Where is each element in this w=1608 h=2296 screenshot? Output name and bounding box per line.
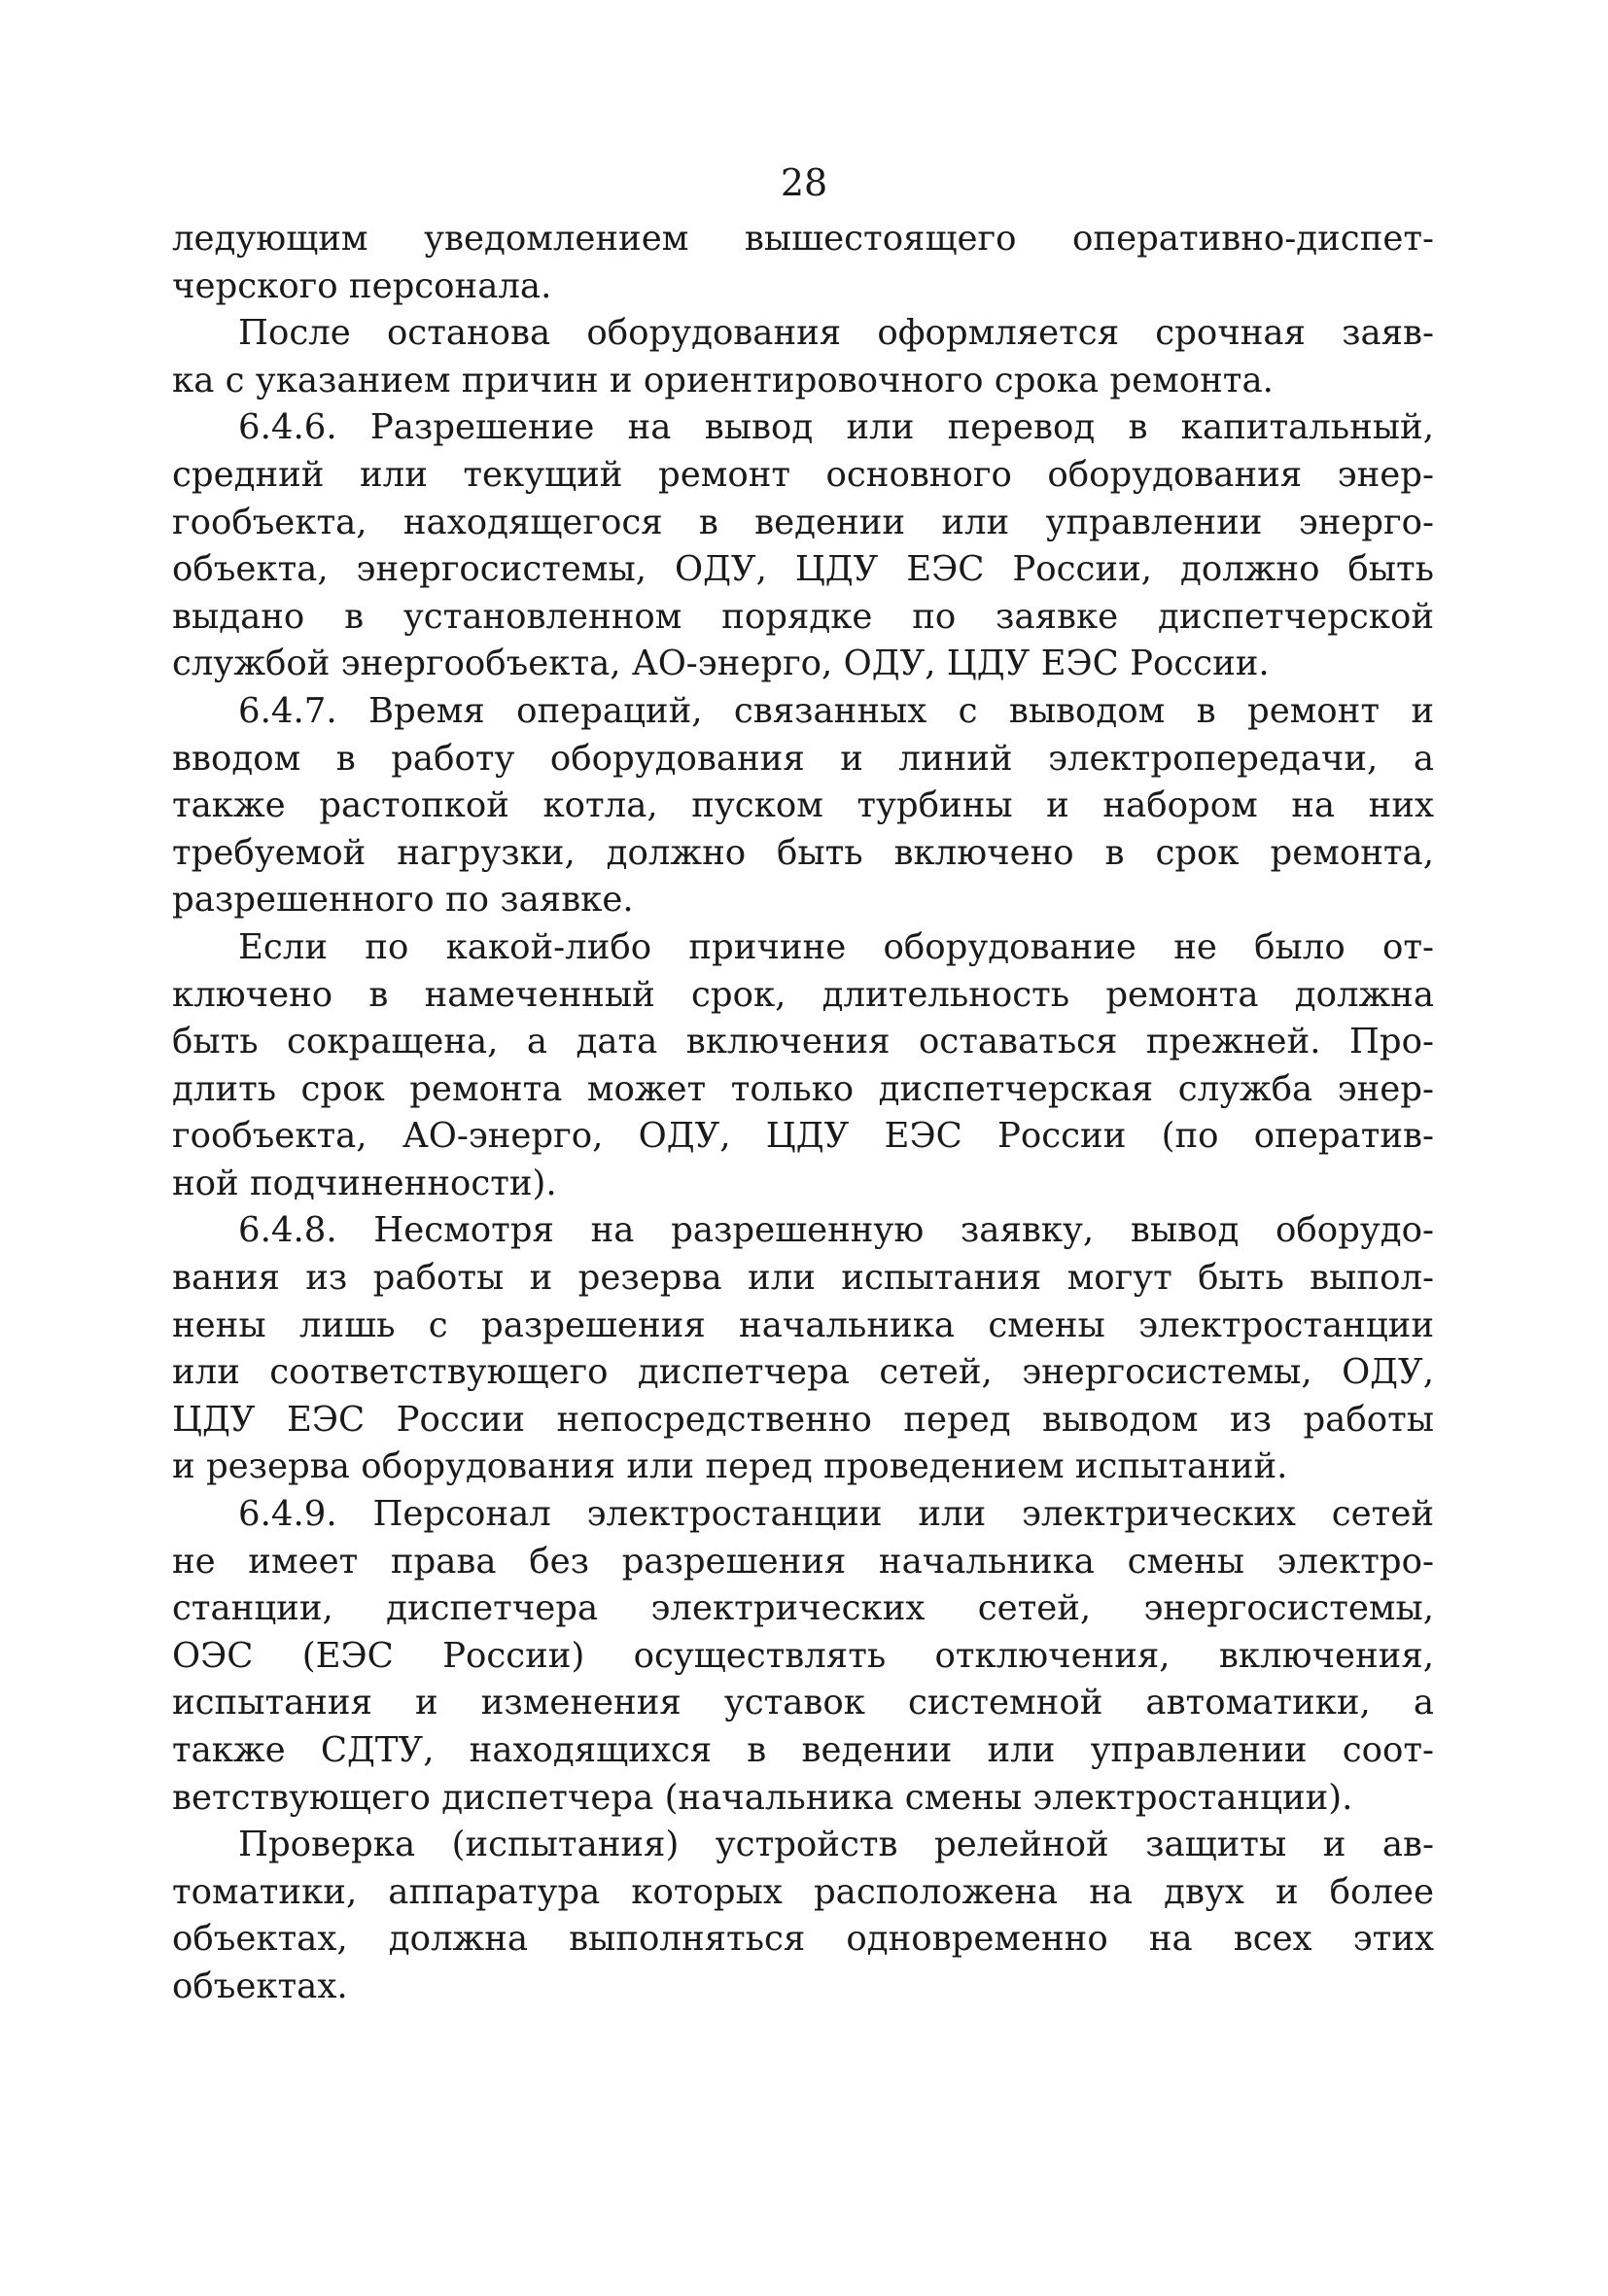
text-line: требуемой нагрузки, должно быть включено в срок ремонта,: [172, 832, 1434, 873]
text-line: длить срок ремонта может только диспетчерская служба энер-: [172, 1068, 1434, 1109]
text-line: службой энергообъекта, АО-энерго, ОДУ, ЦДУ ЕЭС России.: [172, 644, 1270, 684]
text-line: объектах, должна выполняться одновременно на всех этих: [172, 1919, 1434, 1960]
text-line: После останова оборудования оформляется срочная заяв-: [238, 313, 1434, 354]
text-line: или соответствующего диспетчера сетей, энергосистемы, ОДУ,: [172, 1352, 1434, 1393]
text-line: станции, диспетчера электрических сетей, энергосистемы,: [172, 1588, 1434, 1629]
text-line: черского персонала.: [172, 265, 552, 306]
text-line: томатики, аппаратура которых расположена на двух и более: [172, 1871, 1434, 1912]
text-line: выдано в установленном порядке по заявке диспетчерской: [172, 596, 1434, 637]
text-line: ной подчиненности).: [172, 1163, 557, 1203]
text-line: вводом в работу оборудования и линий электропередачи, а: [172, 738, 1434, 779]
text-line: 6.4.9. Персонал электростанции или электрических сетей: [238, 1494, 1434, 1535]
text-line: гообъекта, АО-энерго, ОДУ, ЦДУ ЕЭС России (по оператив-: [172, 1116, 1434, 1157]
text-line: 6.4.6. Разрешение на вывод или перевод в капитальный,: [238, 407, 1434, 448]
text-line: объектах.: [172, 1966, 348, 2006]
text-line: ОЭС (ЕЭС России) осуществлять отключения, включения,: [172, 1635, 1434, 1676]
text-line: не имеет права без разрешения начальника смены электро-: [172, 1541, 1434, 1582]
text-line: ка с указанием причин и ориентировочного срока ремонта.: [172, 360, 1274, 400]
text-line: Проверка (испытания) устройств релейной защиты и ав-: [238, 1825, 1434, 1865]
text-line: и резерва оборудования или перед проведением испытаний.: [172, 1446, 1288, 1487]
text-line: быть сокращена, а дата включения оставаться прежней. Про-: [172, 1022, 1434, 1062]
text-line: нены лишь с разрешения начальника смены электростанции: [172, 1305, 1434, 1345]
text-line: гообъекта, находящегося в ведении или управлении энерго-: [172, 502, 1434, 542]
text-line: также растопкой котла, пуском турбины и набором на них: [172, 785, 1434, 826]
body-text: [172, 216, 1434, 2011]
text-line: ключено в намеченный срок, длительность ремонта должна: [172, 974, 1434, 1015]
text-line: 6.4.8. Несмотря на разрешенную заявку, вывод оборудо-: [238, 1210, 1434, 1251]
text-line: ЦДУ ЕЭС России непосредственно перед выводом из работы: [172, 1399, 1434, 1440]
text-line: также СДТУ, находящихся в ведении или управлении соот-: [172, 1730, 1434, 1770]
text-line: ледующим уведомлением вышестоящего оперативно-диспет-: [172, 219, 1434, 259]
text-line: ветствующего диспетчера (начальника смены электростанции).: [172, 1777, 1353, 1818]
text-line: разрешенного по заявке.: [172, 880, 634, 921]
text-line: Если по какой-либо причине оборудование не было от-: [238, 926, 1434, 967]
text-line: 6.4.7. Время операций, связанных с выводом в ремонт и: [238, 690, 1434, 731]
text-line: испытания и изменения уставок системной автоматики, а: [172, 1683, 1434, 1723]
text-line: средний или текущий ремонт основного оборудования энер-: [172, 454, 1434, 495]
text-line: объекта, энергосистемы, ОДУ, ЦДУ ЕЭС России, должно быть: [172, 549, 1434, 590]
text-line: вания из работы и резерва или испытания могут быть выпол-: [172, 1258, 1434, 1299]
page-number: 28: [780, 161, 828, 204]
